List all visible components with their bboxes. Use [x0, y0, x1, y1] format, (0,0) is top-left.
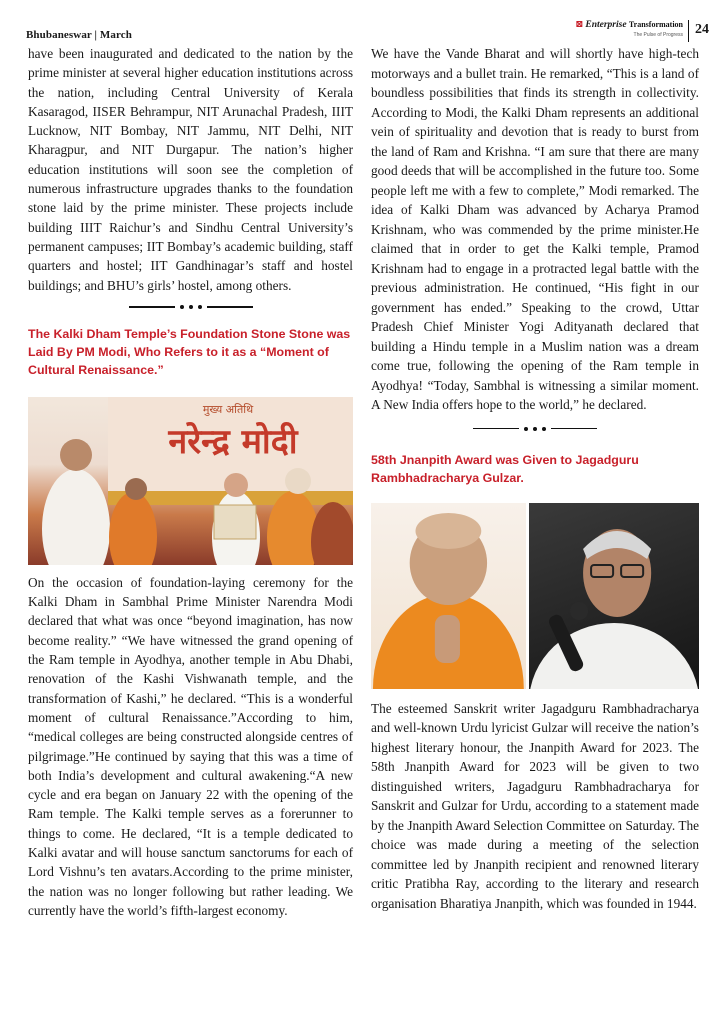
location-date: Bhubaneswar | March [26, 29, 132, 41]
banner-top-text: मुख्य अतिथि [202, 402, 254, 416]
jnanpith-heading: 58th Jnanpith Award was Given to Jagadguru Rambhadracharya Gulzar. [371, 452, 639, 485]
gulzar-photo [529, 503, 699, 689]
right-column [371, 44, 699, 913]
jnanpith-photo [371, 503, 699, 689]
header-divider [688, 20, 690, 42]
left-column [28, 44, 353, 920]
banner-name-text: नरेन्द्र मोदी [168, 421, 298, 462]
brand-suffix: Transformation [628, 20, 683, 29]
et-logo-icon: ⊠ [575, 20, 584, 30]
page-number: 24 [695, 22, 709, 37]
jnanpith-body: The esteemed Sanskrit writer Jagadguru Rambhadracharya and well-known Urdu lyricist Gulzar will receive the nation’s highest literary honour, the Jnanpith Award for 2023. The 58th Jnanpith Award for 2023 will be given to two distinguished writers, Jagadguru Rambhadracharya for Sanskrit and Gulzar for Urdu, according to a statement made by the Jnanpith Award Selection Committee on Saturday. The choice was made during a meeting of the selection committee led by Jnanpith recipient and renowned literary critic Pratibha Ray, according to the literary and research organisation Bharatiya Jnanpith, which was founded in 1944. [371, 700, 699, 911]
brand-name: Enterprise [585, 20, 627, 30]
intro-paragraph: have been inaugurated and dedicated to the nation by the prime minister at several higher education institutions across the nation, including Central University of Kerala Kasaragod, IISER Behrampur, NIT Arunachal Pradesh, IIIT Lucknow, NIT Bombay, NIT Jammu, NIT Delhi, NIT Kharagpur, and NIT Durgapur. The nation’s higher education institutions will soon see the completion of numerous infrastructure upgrades thanks to the foundation stone laid by the prime minister. These projects include building IIIT Raichur’s and Sindhu Central University’s permanent campuses; IIT Bombay’s academic building, staff quarters and hostel; IIT Gandhinagar’s staff and hostel buildings; and BHU’s girls’ hostel, among others. [28, 46, 353, 293]
brand-tagline: The Pulse of Progress [633, 31, 683, 38]
kalki-dham-photo [28, 397, 353, 565]
page-header [0, 0, 723, 44]
section-separator [28, 297, 353, 317]
kalki-heading: The Kalki Dham Temple’s Foundation Stone Stone was Laid By PM Modi, Who Refers to it as a “Moment of Cultural Renaissance.” [28, 326, 351, 377]
kalki-body: On the occasion of foundation-laying ceremony for the Kalki Dham in Sambhal Prime Minister Narendra Modi declared that what was once “beyond imagination, has now become reality.” “We have witnessed the grand opening of the Ram temple in Ayodhya, another temple in Abu Dhabi, renovation of the Kashi Vishwanath temple, and the transformation of Kashi,” he declared. “This is a wonderful moment of cultural Renaissance.”According to him, “medical colleges are being constructed alongside centres of pilgrimage.”He continued by saying that this was a time of both India’s development and cultural awakening.“A new cycle and era began on January 22 with the opening of the Ram temple. The Kalki temple serves as a forerunner to things to come. He declared, “It is a temple dedicated to Kalki avatar and will house sanctum sanctorums for each of Lord Vishnu’s ten avatars.According to the prime minister, the nation was no longer following but rather leading. We currently have the world’s fifth-largest economy. [28, 574, 353, 918]
section-separator [371, 419, 699, 439]
rambhadracharya-photo [371, 503, 526, 689]
brand-logo [575, 21, 683, 38]
kalki-continued: We have the Vande Bharat and will shortly have high-tech motorways and a bullet train. He remarked, “This is a land of boundless possibilities that finds its strength in collectivity. According to Modi, the Kalki Dham represents an additional vein of spirituality and devotion that is ready to burst from the land of Ram and Krishna. “I am sure that there are many good deeds that will be accomplished in the future too. Some people left me with a few to complete,” Modi remarked. The idea of Kalki Dham was advanced by Acharya Pramod Krishnam, who was commended by the prime minister.He claimed that in order to get the Kalki temple, Pramod Krishnam had to engage in a protracted legal battle with the previous administration. He continued, “His fight in our government has ended.” Speaking to the crowd, Uttar Pradesh Chief Minister Yogi Adityanath declared that building a Hindu temple in a Muslim nation was a dream come true, following the opening of the Ram temple in Ayodhya! “Today, Sambhal is witnessing a similar moment. A New India offers hope to the world,” he declared. [371, 46, 699, 412]
